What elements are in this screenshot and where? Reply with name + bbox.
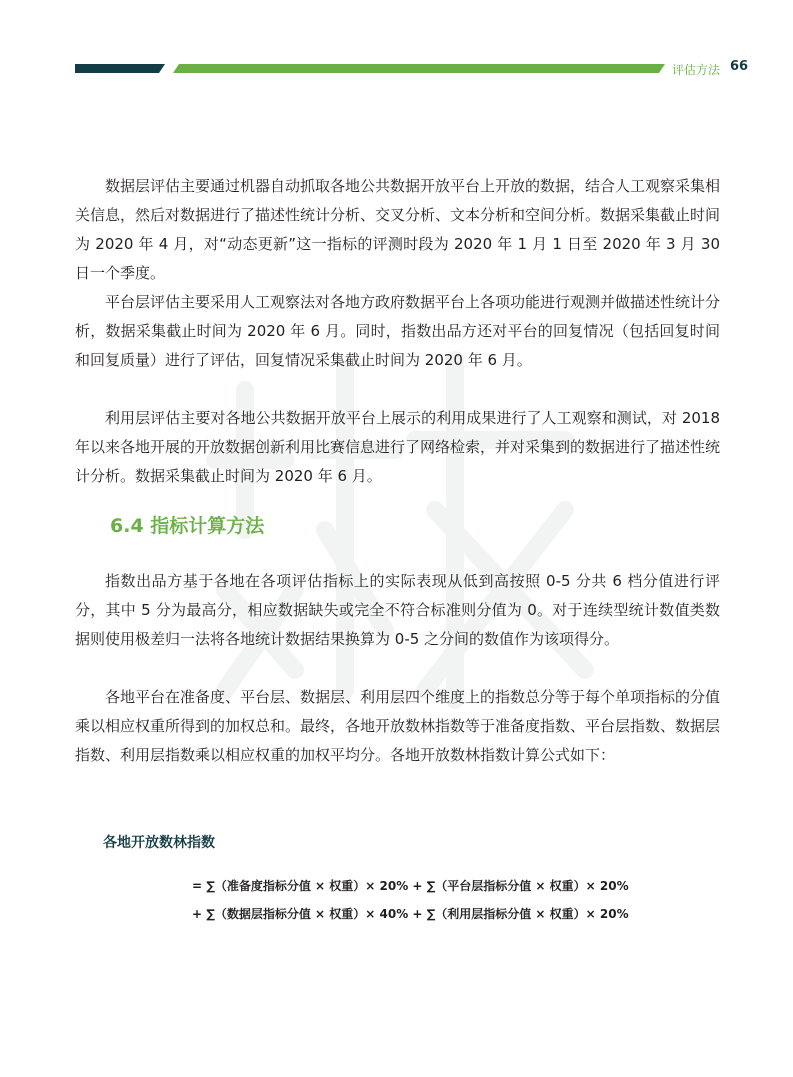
running-title: 评估方法	[672, 63, 721, 77]
section-heading: 6.4 指标计算方法	[110, 515, 265, 537]
paragraph-platform-layer: 平台层评估主要采用人工观察法对各地方政府数据平台上各项功能进行观测并做描述性统计分析，数据采集截止时间为 2020 年 6 月。同时，指数出品方还对平台的回复情况（包括回复时间和回复质量）进行了评估，回复情况采集截止时间为 2020 年 6 月。	[75, 293, 721, 369]
page-number: 66	[730, 59, 749, 74]
paragraph-weighting: 各地平台在准备度、平台层、数据层、利用层四个维度上的指数总分等于每个单项指标的分值乘以相应权重所得到的加权总和。最终，各地开放数林指数等于准备度指数、平台层指数、数据层指数、利用层指数乘以相应权重的加权平均分。各地开放数林指数计算公式如下：	[75, 688, 721, 764]
paragraph-scoring-method: 指数出品方基于各地在各项评估指标上的实际表现从低到高按照 0-5 分共 6 档分值进行评分，其中 5 分为最高分，相应数据缺失或完全不符合标准则分值为 0。对于连续型统计数值类数据则使用极差归一法将各地统计数据结果换算为 0-5 之分间的数值作为该项得分。	[75, 572, 720, 648]
formula-line-1: = ∑（准备度指标分值 × 权重）× 20% + ∑（平台层指标分值 × 权重）× 20%	[192, 879, 629, 893]
paragraph-utilization-layer: 利用层评估主要对各地公共数据开放平台上展示的利用成果进行了人工观察和测试，对 2018 年以来各地开展的开放数据创新利用比赛信息进行了网络检索，并对采集到的数据进行了描述性统计分析。数据采集截止时间为 2020 年 6 月。	[75, 409, 721, 485]
formula-title: 各地开放数林指数	[103, 835, 215, 851]
formula-line-2: + ∑（数据层指标分值 × 权重）× 40% + ∑（利用层指标分值 × 权重）× 20%	[192, 907, 629, 921]
header-bar-green-segment	[173, 64, 665, 73]
background-watermark-graphic	[205, 330, 605, 730]
header-bar-dark-segment	[75, 64, 165, 73]
header-decorative-bar	[75, 64, 665, 74]
paragraph-data-layer: 数据层评估主要通过机器自动抓取各地公共数据开放平台上开放的数据，结合人工观察采集相关信息，然后对数据进行了描述性统计分析、交叉分析、文本分析和空间分析。数据采集截止时间为 2020 年 4 月，对“动态更新”这一指标的评测时段为 2020 年 1 月 1 日至 2020 年 3 月 30 日一个季度。	[75, 177, 721, 282]
